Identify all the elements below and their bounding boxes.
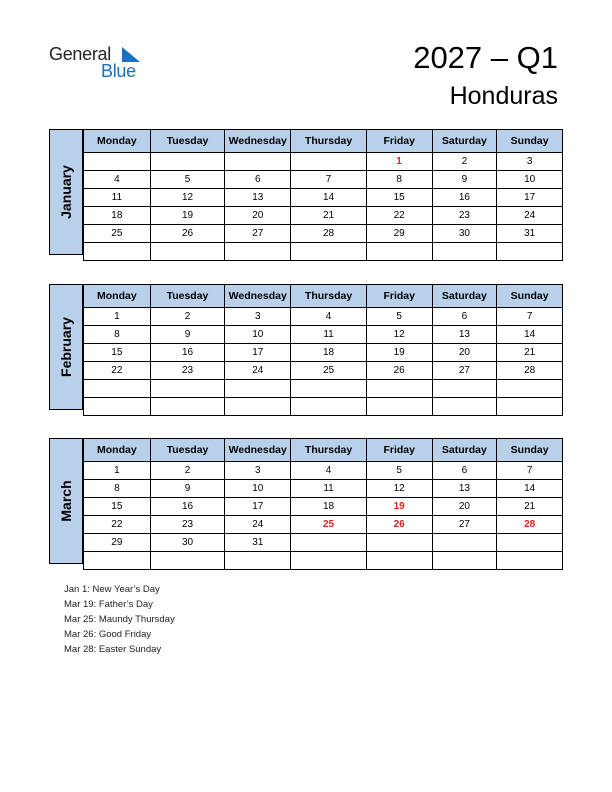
day-cell: 10 <box>225 480 291 498</box>
day-cell <box>497 380 563 398</box>
weekday-header-row <box>84 439 563 462</box>
country-name: Honduras <box>449 82 558 110</box>
weekday-header: Sunday <box>497 130 563 153</box>
weekday-header: Thursday <box>291 439 367 462</box>
day-cell: 28 <box>497 362 563 380</box>
month-name: March <box>58 480 74 522</box>
day-cell: 6 <box>432 462 497 480</box>
day-cell <box>497 534 563 552</box>
day-cell: 24 <box>497 207 563 225</box>
weekday-header: Thursday <box>291 130 367 153</box>
week-row <box>84 243 563 261</box>
week-row <box>84 225 563 243</box>
logo-general-text: General <box>49 44 111 64</box>
day-cell: 16 <box>150 344 225 362</box>
day-cell <box>291 153 367 171</box>
day-cell: 3 <box>225 308 291 326</box>
month-label <box>49 129 83 255</box>
day-cell <box>366 534 432 552</box>
week-row <box>84 207 563 225</box>
day-cell: 30 <box>150 534 225 552</box>
day-cell <box>150 243 225 261</box>
page-title: 2027 – Q1 <box>413 40 558 75</box>
day-cell <box>225 153 291 171</box>
day-cell: 29 <box>84 534 151 552</box>
day-cell <box>432 534 497 552</box>
month-table <box>83 129 563 261</box>
day-cell <box>291 534 367 552</box>
day-cell: 7 <box>497 308 563 326</box>
day-cell: 26 <box>150 225 225 243</box>
day-cell: 4 <box>291 308 367 326</box>
day-cell: 16 <box>150 498 225 516</box>
week-row <box>84 498 563 516</box>
day-cell <box>291 380 367 398</box>
day-cell: 13 <box>432 326 497 344</box>
day-cell <box>366 243 432 261</box>
day-cell: 23 <box>150 362 225 380</box>
day-cell <box>150 552 225 570</box>
day-cell: 15 <box>84 498 151 516</box>
month-table <box>83 438 563 570</box>
day-cell: 17 <box>225 344 291 362</box>
week-row <box>84 326 563 344</box>
day-cell: 25 <box>291 362 367 380</box>
holiday-note: Mar 25: Maundy Thursday <box>64 614 175 625</box>
weekday-header: Sunday <box>497 285 563 308</box>
day-cell: 26 <box>366 516 432 534</box>
weekday-header: Wednesday <box>225 130 291 153</box>
day-cell: 20 <box>432 498 497 516</box>
week-row <box>84 189 563 207</box>
day-cell: 8 <box>84 326 151 344</box>
day-cell: 6 <box>225 171 291 189</box>
month-name: February <box>58 317 74 377</box>
day-cell: 23 <box>150 516 225 534</box>
day-cell <box>497 243 563 261</box>
day-cell: 29 <box>366 225 432 243</box>
day-cell: 11 <box>291 326 367 344</box>
day-cell <box>150 153 225 171</box>
day-cell: 22 <box>84 516 151 534</box>
day-cell: 5 <box>150 171 225 189</box>
week-row <box>84 462 563 480</box>
weekday-header: Friday <box>366 439 432 462</box>
day-cell: 28 <box>291 225 367 243</box>
logo-flag-icon <box>122 47 140 62</box>
week-row <box>84 171 563 189</box>
day-cell: 10 <box>225 326 291 344</box>
day-cell <box>366 398 432 416</box>
weekday-header: Tuesday <box>150 130 225 153</box>
week-row <box>84 552 563 570</box>
day-cell: 21 <box>497 344 563 362</box>
weekday-header: Wednesday <box>225 439 291 462</box>
day-cell: 2 <box>432 153 497 171</box>
week-row <box>84 398 563 416</box>
day-cell: 9 <box>150 480 225 498</box>
day-cell: 1 <box>84 462 151 480</box>
weekday-header: Saturday <box>432 439 497 462</box>
week-row <box>84 380 563 398</box>
day-cell: 13 <box>432 480 497 498</box>
day-cell: 2 <box>150 462 225 480</box>
day-cell <box>84 243 151 261</box>
week-row <box>84 153 563 171</box>
day-cell <box>432 552 497 570</box>
weekday-header: Sunday <box>497 439 563 462</box>
day-cell <box>84 398 151 416</box>
day-cell: 12 <box>366 480 432 498</box>
day-cell: 22 <box>366 207 432 225</box>
day-cell: 24 <box>225 516 291 534</box>
day-cell: 2 <box>150 308 225 326</box>
weekday-header: Wednesday <box>225 285 291 308</box>
day-cell: 20 <box>432 344 497 362</box>
holiday-note: Mar 19: Father’s Day <box>64 599 153 610</box>
day-cell: 25 <box>291 516 367 534</box>
week-row <box>84 344 563 362</box>
day-cell <box>497 552 563 570</box>
day-cell <box>497 398 563 416</box>
day-cell <box>84 380 151 398</box>
day-cell: 4 <box>291 462 367 480</box>
weekday-header-row <box>84 130 563 153</box>
day-cell: 15 <box>84 344 151 362</box>
weekday-header: Thursday <box>291 285 367 308</box>
day-cell: 13 <box>225 189 291 207</box>
day-cell <box>291 243 367 261</box>
month-block-march <box>49 438 563 564</box>
weekday-header: Tuesday <box>150 439 225 462</box>
day-cell: 5 <box>366 308 432 326</box>
month-label <box>49 284 83 410</box>
day-cell: 8 <box>84 480 151 498</box>
logo-blue-text: Blue <box>101 61 136 81</box>
day-cell: 27 <box>225 225 291 243</box>
day-cell <box>225 398 291 416</box>
day-cell: 16 <box>432 189 497 207</box>
day-cell: 3 <box>225 462 291 480</box>
day-cell <box>366 552 432 570</box>
day-cell <box>291 398 367 416</box>
day-cell: 4 <box>84 171 151 189</box>
day-cell: 31 <box>225 534 291 552</box>
day-cell <box>432 243 497 261</box>
day-cell: 12 <box>150 189 225 207</box>
week-row <box>84 362 563 380</box>
day-cell: 11 <box>291 480 367 498</box>
month-label <box>49 438 83 564</box>
weekday-header: Friday <box>366 130 432 153</box>
day-cell: 19 <box>150 207 225 225</box>
week-row <box>84 480 563 498</box>
day-cell: 1 <box>84 308 151 326</box>
day-cell <box>84 153 151 171</box>
day-cell <box>366 380 432 398</box>
day-cell: 21 <box>291 207 367 225</box>
day-cell <box>432 398 497 416</box>
day-cell: 26 <box>366 362 432 380</box>
day-cell: 30 <box>432 225 497 243</box>
day-cell <box>225 552 291 570</box>
weekday-header: Friday <box>366 285 432 308</box>
day-cell: 31 <box>497 225 563 243</box>
day-cell: 9 <box>432 171 497 189</box>
day-cell <box>291 552 367 570</box>
day-cell: 24 <box>225 362 291 380</box>
day-cell: 17 <box>225 498 291 516</box>
day-cell: 15 <box>366 189 432 207</box>
day-cell <box>432 380 497 398</box>
weekday-header: Saturday <box>432 285 497 308</box>
day-cell: 9 <box>150 326 225 344</box>
day-cell: 7 <box>497 462 563 480</box>
day-cell: 6 <box>432 308 497 326</box>
day-cell: 10 <box>497 171 563 189</box>
weekday-header: Monday <box>84 439 151 462</box>
holiday-note: Mar 28: Easter Sunday <box>64 644 162 655</box>
day-cell: 25 <box>84 225 151 243</box>
day-cell <box>150 398 225 416</box>
day-cell: 28 <box>497 516 563 534</box>
day-cell: 18 <box>291 498 367 516</box>
week-row <box>84 534 563 552</box>
day-cell: 11 <box>84 189 151 207</box>
day-cell: 17 <box>497 189 563 207</box>
day-cell <box>225 243 291 261</box>
day-cell: 18 <box>84 207 151 225</box>
weekday-header: Saturday <box>432 130 497 153</box>
day-cell <box>84 552 151 570</box>
day-cell: 14 <box>497 480 563 498</box>
day-cell: 19 <box>366 344 432 362</box>
weekday-header: Monday <box>84 285 151 308</box>
day-cell: 14 <box>291 189 367 207</box>
day-cell: 27 <box>432 516 497 534</box>
day-cell: 21 <box>497 498 563 516</box>
week-row <box>84 308 563 326</box>
day-cell: 1 <box>366 153 432 171</box>
weekday-header: Monday <box>84 130 151 153</box>
month-block-february <box>49 284 563 410</box>
month-block-january <box>49 129 563 255</box>
weekday-header: Tuesday <box>150 285 225 308</box>
month-name: January <box>58 165 74 219</box>
day-cell: 27 <box>432 362 497 380</box>
day-cell: 7 <box>291 171 367 189</box>
generalblue-logo <box>49 44 149 84</box>
day-cell: 19 <box>366 498 432 516</box>
weekday-header-row <box>84 285 563 308</box>
holiday-notes <box>64 582 175 657</box>
day-cell: 22 <box>84 362 151 380</box>
holiday-note: Mar 26: Good Friday <box>64 629 152 640</box>
day-cell: 12 <box>366 326 432 344</box>
month-table <box>83 284 563 416</box>
day-cell: 18 <box>291 344 367 362</box>
day-cell: 20 <box>225 207 291 225</box>
day-cell <box>225 380 291 398</box>
day-cell: 5 <box>366 462 432 480</box>
holiday-note: Jan 1: New Year’s Day <box>64 584 160 595</box>
day-cell: 14 <box>497 326 563 344</box>
week-row <box>84 516 563 534</box>
day-cell: 3 <box>497 153 563 171</box>
day-cell: 23 <box>432 207 497 225</box>
day-cell: 8 <box>366 171 432 189</box>
day-cell <box>150 380 225 398</box>
